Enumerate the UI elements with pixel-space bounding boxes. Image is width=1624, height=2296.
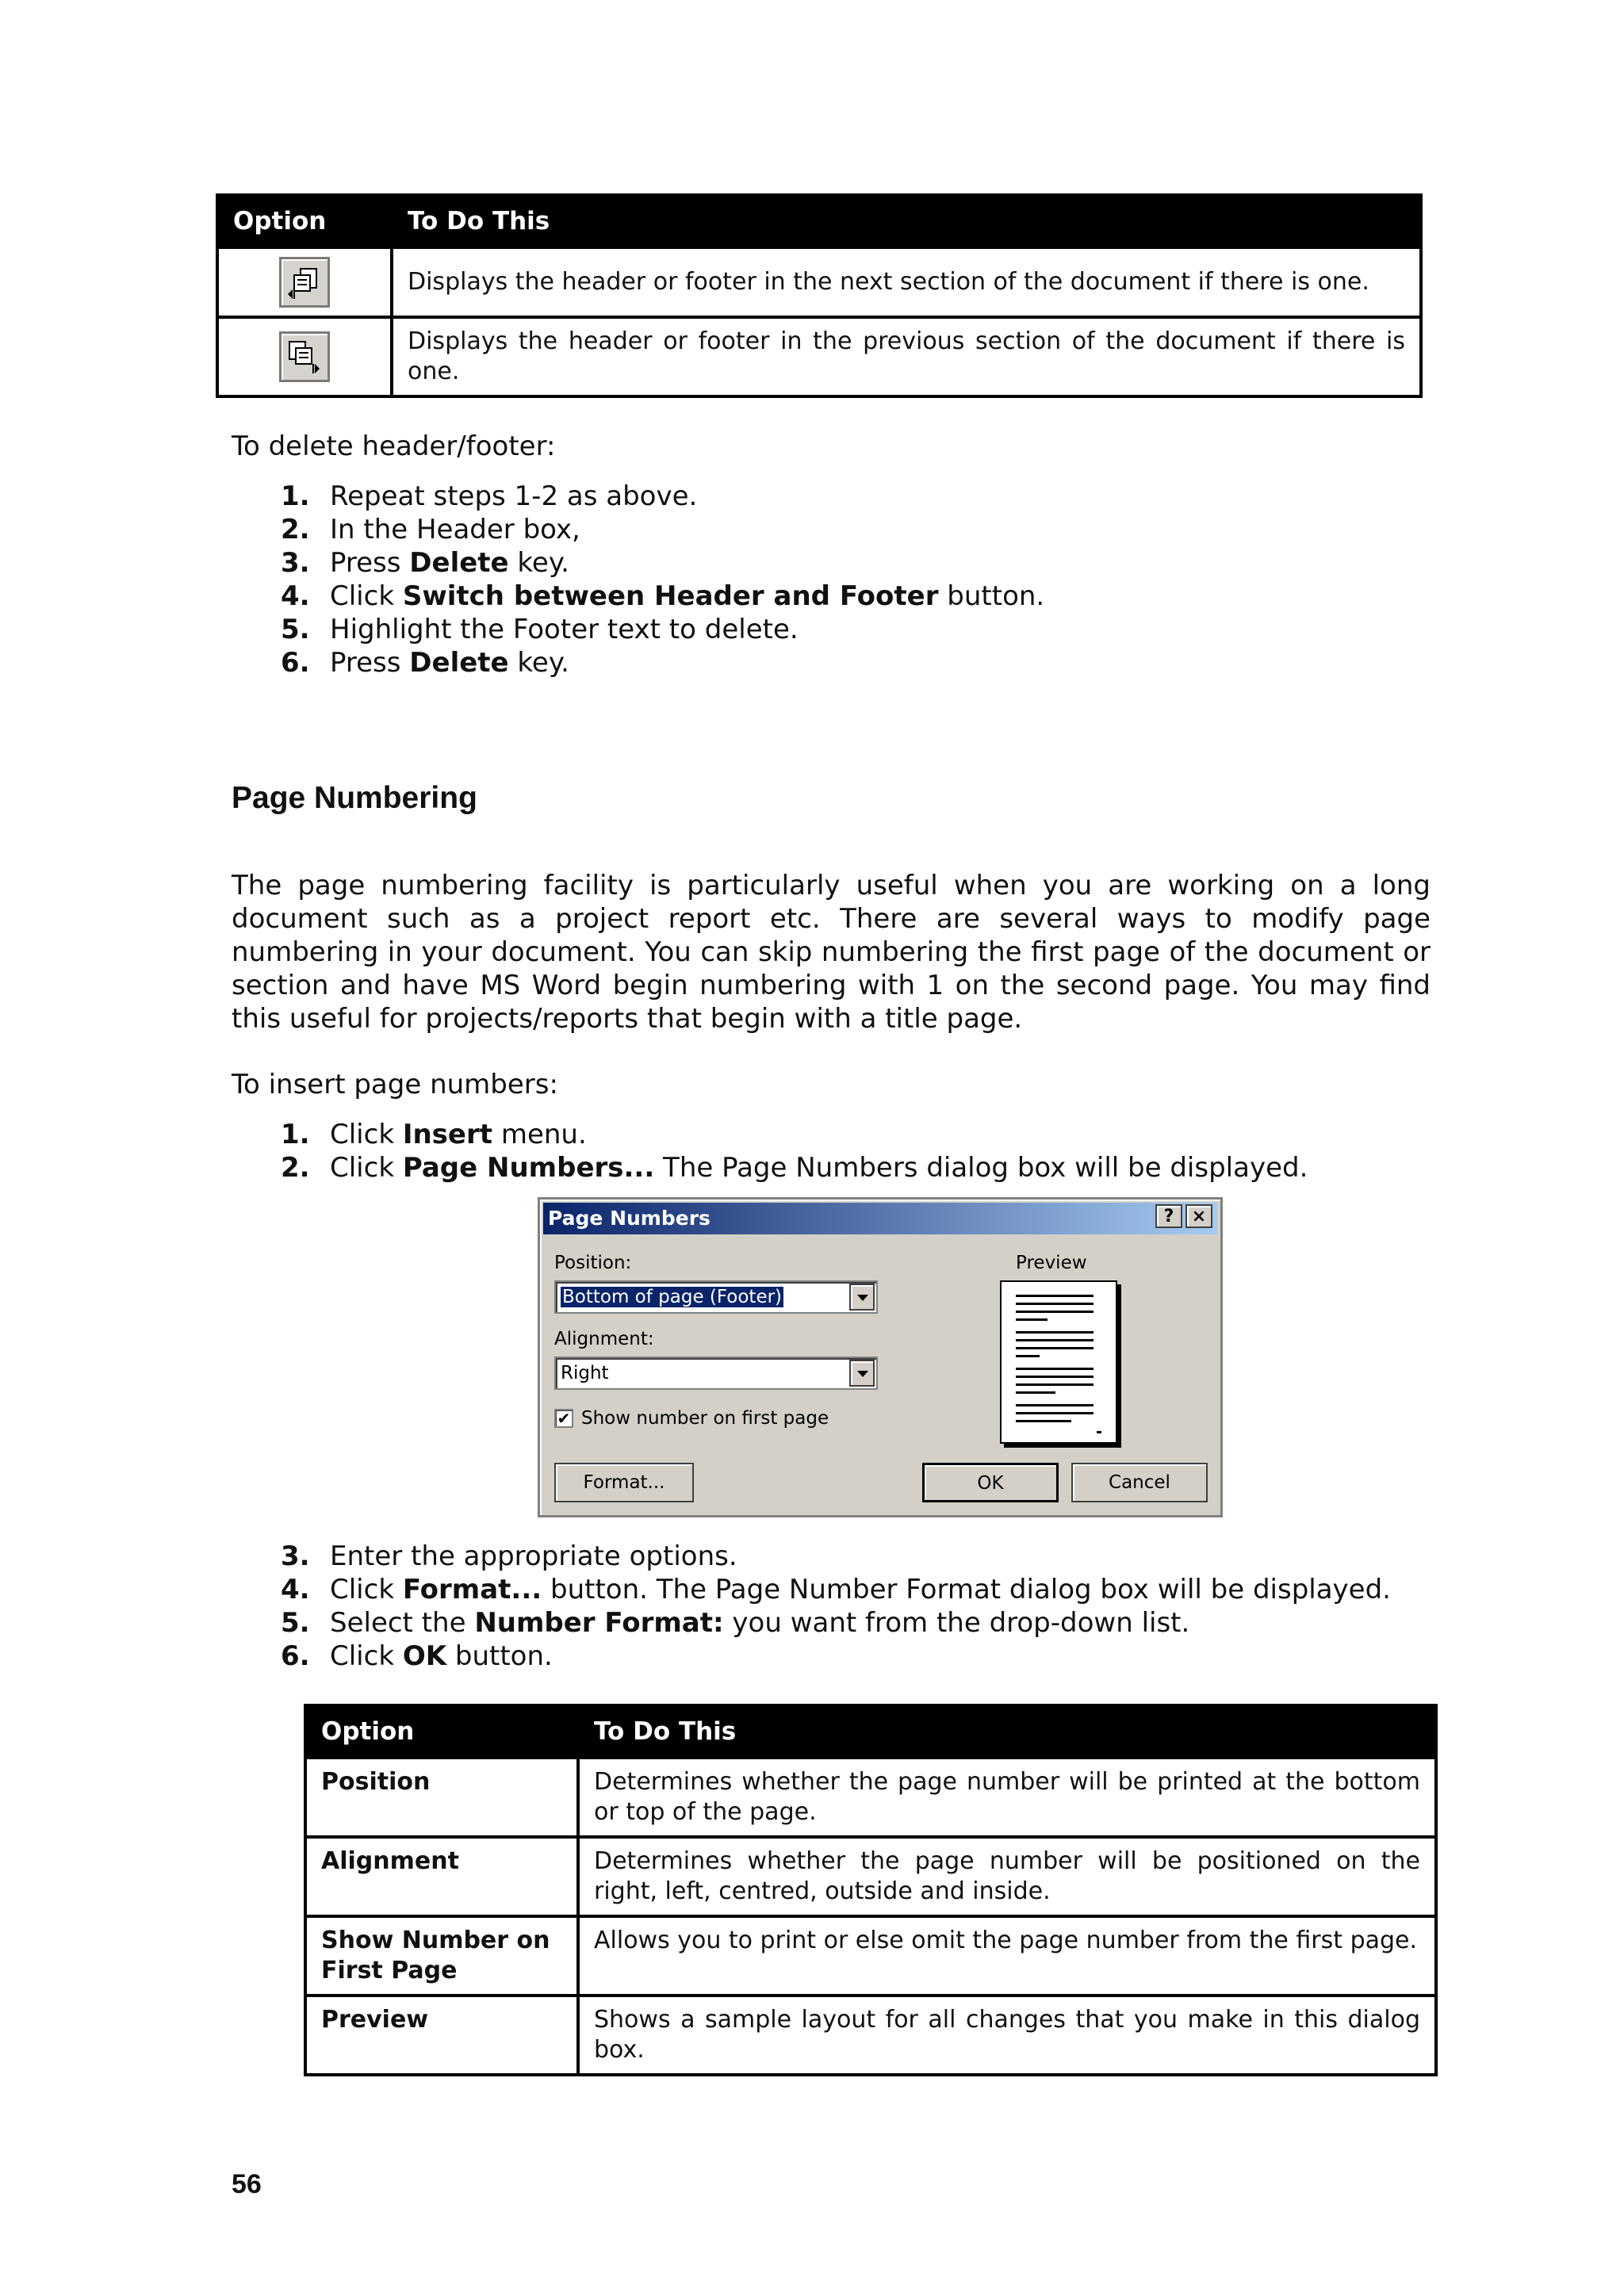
delete-steps-list: [281, 480, 1044, 679]
dialog-title: Page Numbers: [548, 1207, 710, 1230]
help-button[interactable]: ?: [1155, 1204, 1182, 1228]
list-item: 4. Click Format... button. The Page Number Format dialog box will be displayed.: [281, 1574, 1391, 1605]
list-item: 5. Select the Number Format: you want from the drop-down list.: [281, 1607, 1190, 1639]
delete-intro: To delete header/footer:: [232, 430, 556, 462]
position-label: Position:: [554, 1253, 632, 1273]
cancel-button[interactable]: Cancel: [1071, 1463, 1208, 1502]
alignment-value: Right: [561, 1363, 609, 1383]
nav-options-table: [216, 193, 1423, 398]
list-item: 6. Press Delete key.: [281, 647, 569, 679]
list-item: 3. Press Delete key.: [281, 547, 569, 579]
show-previous-icon: [279, 331, 330, 382]
insert-steps-list-continued: [281, 1540, 1391, 1673]
intro-paragraph: The page numbering facility is particularly useful when you are working on a long document such as a project report etc. There are several ways to modify page numbering in your document. You can skip numbering the first page of the document or section and have MS Word begin numbering with 1 on the second page. You may find this useful for projects/reports that begin with a title page.: [232, 870, 1431, 1035]
list-item: 1. Repeat steps 1-2 as above.: [281, 480, 698, 512]
table-row: Preview Shows a sample layout for all changes that you make in this dialog box.: [305, 1996, 1436, 2075]
page-numbers-dialog: [538, 1197, 1223, 1517]
nav-table-header-todo: To Do This: [392, 195, 1421, 247]
table-row: [217, 247, 1421, 317]
nav-row-desc: Displays the header or footer in the previous section of the document if there is one.: [392, 317, 1421, 396]
close-button[interactable]: ×: [1185, 1204, 1212, 1228]
nav-row-desc: Displays the header or footer in the next section of the document if there is one.: [392, 247, 1421, 317]
list-item: 2. Click Page Numbers... The Page Numbers dialog box will be displayed.: [281, 1152, 1308, 1184]
chevron-down-icon[interactable]: [849, 1284, 875, 1311]
table-row: [217, 317, 1421, 396]
position-select[interactable]: [554, 1280, 878, 1314]
alignment-label: Alignment:: [554, 1329, 654, 1349]
table-row: Position Determines whether the page number will be printed at the bottom or top of the page.: [305, 1758, 1436, 1837]
options-table-header-option: Option: [305, 1705, 578, 1758]
options-table-header-todo: To Do This: [578, 1705, 1436, 1758]
page-number: 56: [232, 2169, 262, 2199]
insert-intro: To insert page numbers:: [232, 1069, 558, 1100]
nav-table-header-option: Option: [217, 195, 392, 247]
list-item: 1. Click Insert menu.: [281, 1119, 587, 1150]
page-number-options-table: [304, 1704, 1438, 2076]
list-item: 5. Highlight the Footer text to delete.: [281, 614, 799, 645]
list-item: 2. In the Header box,: [281, 514, 580, 545]
list-item: 3. Enter the appropriate options.: [281, 1540, 737, 1572]
show-first-page-label: Show number on first page: [581, 1408, 829, 1429]
insert-steps-list: [281, 1118, 1308, 1184]
table-row: Show Number on First Page Allows you to print or else omit the page number from the first page.: [305, 1916, 1436, 1996]
dialog-title-bar: [543, 1203, 1217, 1234]
chevron-down-icon[interactable]: [849, 1360, 875, 1387]
section-title: Page Numbering: [232, 781, 477, 815]
preview-page-icon: [1000, 1280, 1117, 1444]
preview-label: Preview: [1016, 1253, 1087, 1273]
table-row: Alignment Determines whether the page number will be positioned on the right, left, centred, outside and inside.: [305, 1837, 1436, 1916]
list-item: 4. Click Switch between Header and Footer button.: [281, 580, 1045, 612]
format-button[interactable]: Format...: [554, 1463, 694, 1502]
show-next-icon: [279, 257, 330, 308]
ok-button[interactable]: OK: [922, 1463, 1059, 1502]
show-first-page-checkbox[interactable]: ✔: [554, 1409, 573, 1428]
list-item: 6. Click OK button.: [281, 1640, 553, 1672]
alignment-select[interactable]: [554, 1357, 878, 1390]
position-value: Bottom of page (Footer): [562, 1287, 783, 1307]
